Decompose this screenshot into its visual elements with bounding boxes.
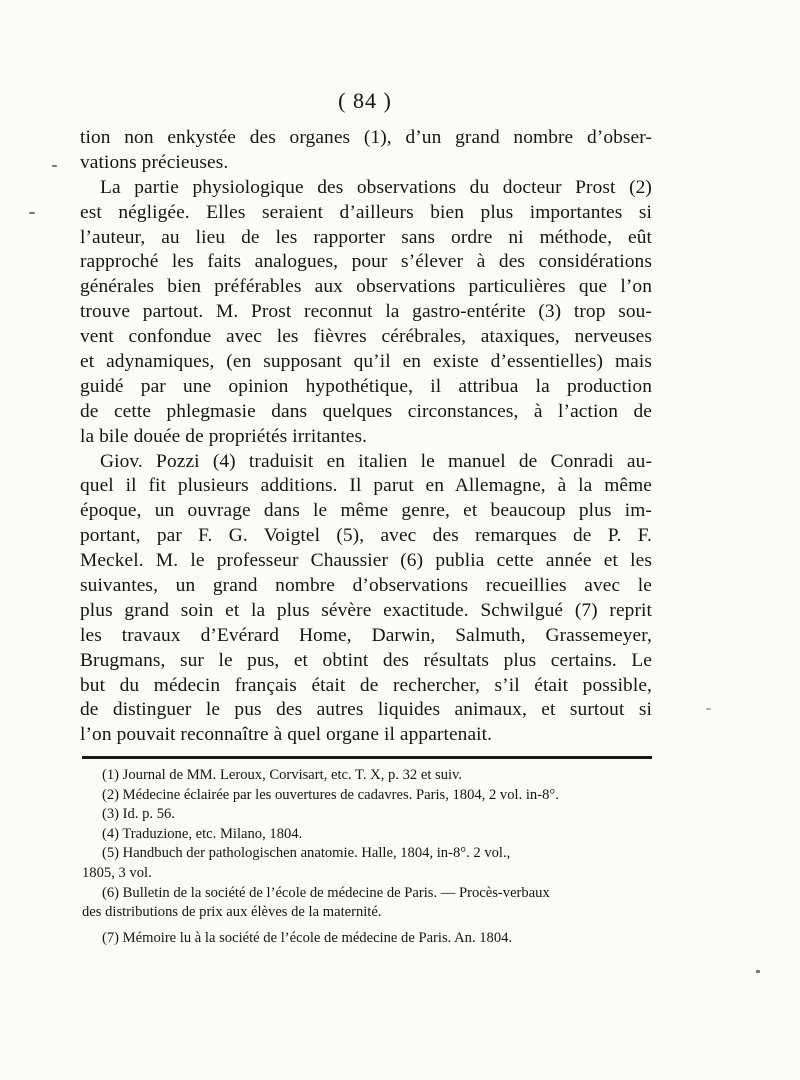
text-line: tion non enkystée des organes (1), d’un grand nombre d’obser- (80, 127, 652, 148)
text-line: l’on pouvait reconnaître à quel organe il appartenait. (80, 724, 493, 746)
footnotes (82, 766, 657, 948)
text-line: de cette phlegmasie dans quelques circonstances, à l’action de (80, 400, 652, 422)
text-line: rapproché les faits analogues, pour s’élever à des considérations (80, 251, 652, 273)
text-line: l’auteur, au lieu de les rapporter sans ordre ni méthode, eût (80, 226, 652, 248)
text-line: les travaux d’Evérard Home, Darwin, Salmuth, Grassemeyer, (80, 624, 652, 646)
text-line: est négligée. Elles seraient d’ailleurs bien plus importantes si (80, 201, 652, 223)
footnote-7: (7) Mémoire lu à la société de l’école de médecine de Paris. An. 1804. (102, 929, 513, 946)
text-line: plus grand soin et la plus sévère exactitude. Schwilgué (7) reprit (80, 599, 652, 621)
text-line: Meckel. M. le professeur Chaussier (6) publia cette année et les (80, 550, 652, 572)
page-number: ( 84 ) (338, 88, 392, 113)
footnote-5-continued: 1805, 3 vol. (82, 864, 152, 881)
footnote-5: (5) Handbuch der pathologischen anatomie. Halle, 1804, in-8°. 2 vol., (102, 845, 511, 862)
text-line: La partie physiologique des observations du docteur Prost (2) (100, 176, 652, 198)
text-line: époque, un ouvrage dans le même genre, et beaucoup plus im- (80, 500, 652, 522)
scan-speck (706, 708, 711, 710)
text-line: vent confondue avec les fièvres cérébrales, ataxiques, nerveuses (80, 326, 652, 348)
footnote-6: (6) Bulletin de la société de l’école de médecine de Paris. — Procès-verbaux (102, 884, 550, 901)
footnote-4: (4) Traduzione, etc. Milano, 1804. (102, 825, 303, 842)
text-line: vations précieuses. (80, 151, 229, 173)
text-line: trouve partout. M. Prost reconnut la gastro-entérite (3) trop sou- (80, 301, 652, 323)
text-line: Giov. Pozzi (4) traduisit en italien le manuel de Conradi au- (100, 450, 652, 472)
text-line: guidé par une opinion hypothétique, il attribua la production (80, 375, 652, 397)
text-line: suivantes, un grand nombre d’observations recueillies avec le (80, 575, 652, 597)
text-line: et adynamiques, (en supposant qu’il en existe d’essentielles) mais (80, 351, 652, 373)
footnote-1: (1) Journal de MM. Leroux, Corvisart, etc. T. X, p. 32 et suiv. (102, 767, 463, 783)
text-line: quel il fit plusieurs additions. Il parut en Allemagne, à la même (80, 475, 652, 497)
text-line: but du médecin français était de rechercher, s’il était possible, (80, 674, 652, 696)
text-line: portant, par F. G. Voigtel (5), avec des remarques de P. F. (80, 525, 652, 547)
text-line: de distinguer le pus des autres liquides animaux, et surtout si (80, 699, 652, 721)
text-line: Brugmans, sur le pus, et obtint des résultats plus certains. Le (80, 649, 652, 671)
text-line: la bile douée de propriétés irritantes. (80, 425, 368, 447)
scan-speck (29, 212, 35, 214)
scan-speck (756, 970, 760, 973)
footnote-divider (82, 756, 652, 759)
scan-speck (52, 165, 57, 167)
footnote-2: (2) Médecine éclairée par les ouvertures de cadavres. Paris, 1804, 2 vol. in-8°. (102, 786, 559, 803)
text-line: générales bien préférables aux observations particulières que l’on (80, 276, 652, 298)
footnote-3: (3) Id. p. 56. (102, 806, 175, 823)
main-text (80, 126, 652, 748)
footnote-6-continued: des distributions de prix aux élèves de la maternité. (82, 904, 382, 921)
